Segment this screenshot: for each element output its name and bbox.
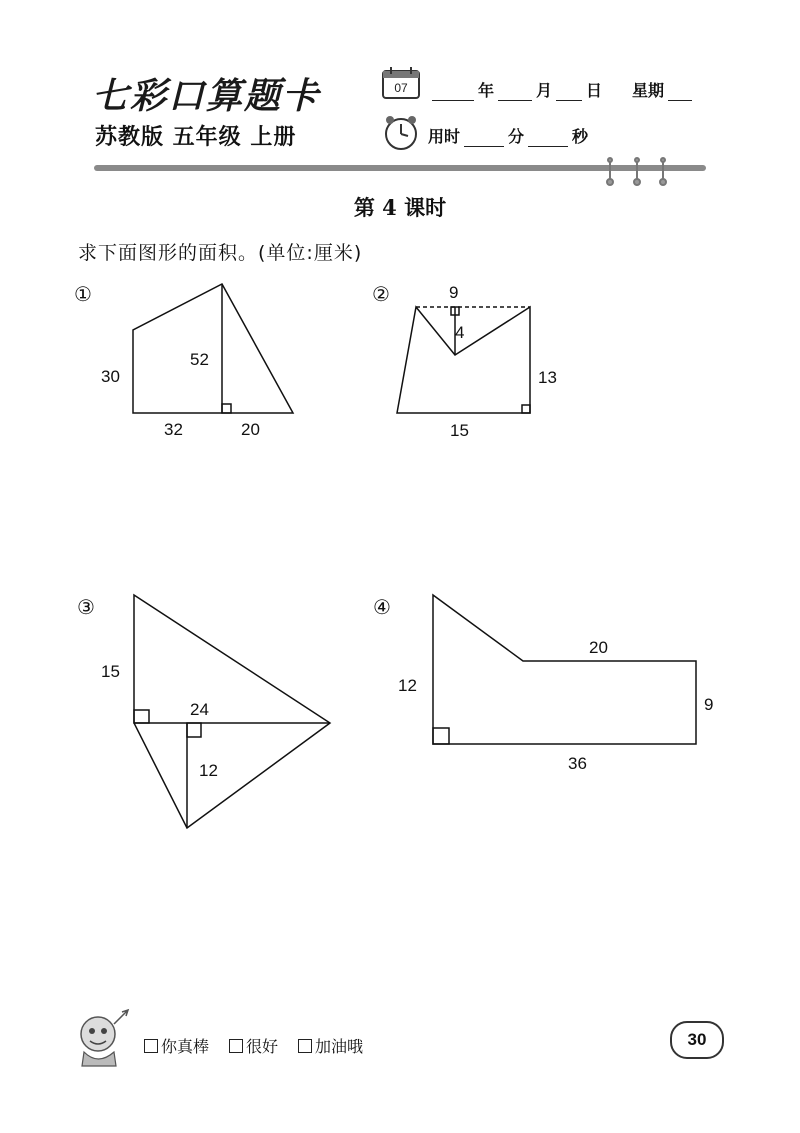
- page-number: 30: [670, 1021, 724, 1059]
- instruction-text: 求下面图形的面积。(单位:厘米): [78, 242, 363, 264]
- minutes-blank[interactable]: [464, 132, 504, 147]
- figure-3-right-angle-a: [134, 710, 149, 723]
- rating-good-checkbox[interactable]: [229, 1039, 243, 1053]
- figure-3-number: ③: [77, 595, 95, 619]
- mascot-icon: [70, 1004, 134, 1070]
- figure-1-label-52: 52: [190, 350, 209, 369]
- figure-3-right-angle-b: [187, 723, 201, 737]
- month-blank[interactable]: [498, 86, 532, 101]
- figure-1-label-20: 20: [241, 420, 260, 439]
- calendar-number: 07: [394, 81, 408, 95]
- figure-4-label-12: 12: [398, 676, 417, 695]
- figure-4-label-36: 36: [568, 754, 587, 773]
- figure-3-shape: [134, 595, 330, 828]
- figure-4-label-9: 9: [704, 695, 714, 714]
- rating-great-label: 你真棒: [161, 1037, 210, 1056]
- self-rating-options: [144, 1034, 363, 1057]
- rating-good-label: 很好: [246, 1037, 279, 1056]
- figure-1-label-30: 30: [101, 367, 120, 386]
- weekday-blank[interactable]: [668, 86, 692, 101]
- brand-title: 七彩口算题卡: [92, 75, 321, 117]
- rating-keep-trying-checkbox[interactable]: [298, 1039, 312, 1053]
- figure-1-right-angle: [222, 404, 231, 413]
- rating-keep-trying[interactable]: [298, 1034, 363, 1057]
- minutes-label: 分: [508, 127, 525, 146]
- figure-4-shape: [433, 595, 696, 744]
- year-blank[interactable]: [432, 86, 474, 101]
- lesson-title: 第 4 课时: [353, 195, 447, 220]
- figure-4-label-20: 20: [589, 638, 608, 657]
- seconds-blank[interactable]: [528, 132, 568, 147]
- figure-1-number: ①: [74, 282, 92, 306]
- figure-4-number: ④: [373, 595, 391, 619]
- day-label: 日: [586, 81, 603, 100]
- rating-good[interactable]: [229, 1034, 278, 1057]
- rating-great[interactable]: [144, 1034, 209, 1057]
- year-label: 年: [478, 81, 495, 100]
- figure-4-right-angle: [433, 728, 449, 744]
- day-blank[interactable]: [556, 86, 582, 101]
- figure-3-label-12: 12: [199, 761, 218, 780]
- weekday-label: 星期: [632, 81, 665, 100]
- month-label: 月: [536, 81, 553, 100]
- figure-3-label-15: 15: [101, 662, 120, 681]
- figure-2-label-13: 13: [538, 368, 557, 387]
- figure-1-label-32: 32: [164, 420, 183, 439]
- calendar-icon: [381, 66, 421, 100]
- time-fields: [428, 124, 588, 147]
- edition-label: 苏教版 五年级 上册: [95, 125, 297, 150]
- figure-1-shape: [133, 284, 293, 413]
- figure-2-top-right-angle: [451, 307, 459, 315]
- rule-ornament: [600, 156, 680, 186]
- seconds-label: 秒: [572, 127, 589, 146]
- clock-icon: [381, 112, 421, 152]
- figure-2-right-angle: [522, 405, 530, 413]
- rating-keep-trying-label: 加油哦: [315, 1037, 364, 1056]
- figure-2-number: ②: [372, 282, 390, 306]
- date-fields: [428, 78, 696, 101]
- time-label: 用时: [428, 127, 461, 146]
- figure-3-label-24: 24: [190, 700, 209, 719]
- figure-2-label-9: 9: [449, 283, 459, 302]
- figure-2-label-4: 4: [455, 323, 465, 342]
- rating-great-checkbox[interactable]: [144, 1039, 158, 1053]
- figure-2-label-15: 15: [450, 421, 469, 440]
